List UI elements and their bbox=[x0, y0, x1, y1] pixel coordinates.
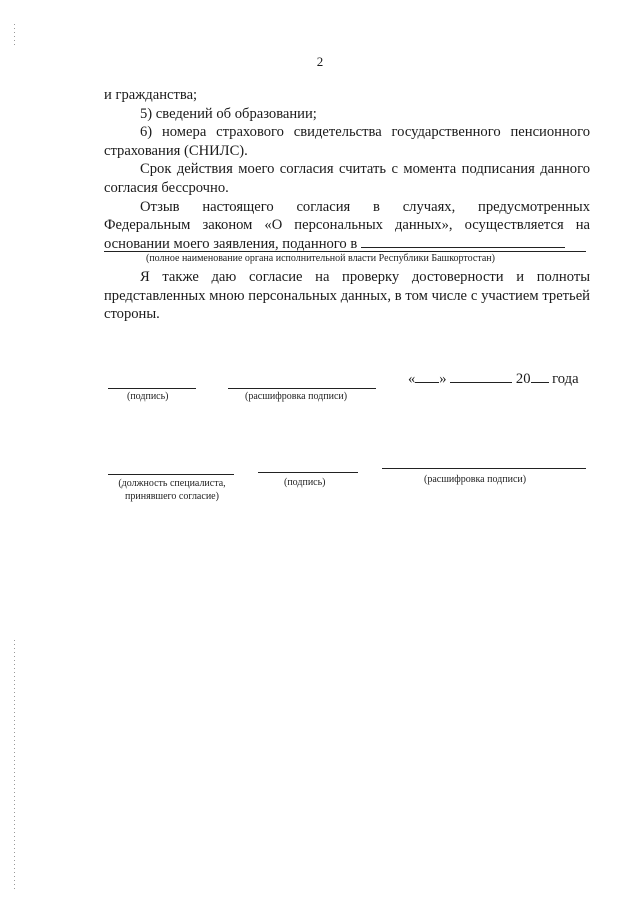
paragraph-withdrawal-line2: Федеральным законом «О персональных данных», осуществляется на bbox=[104, 217, 590, 234]
specialist-position-line bbox=[108, 474, 234, 475]
consent-body bbox=[104, 86, 590, 253]
specialist-caption-line2: принявшего согласие) bbox=[125, 491, 219, 502]
paragraph-withdrawal-line1: Отзыв настоящего согласия в случаях, предусмотренных bbox=[140, 198, 590, 215]
page-number: 2 bbox=[316, 54, 324, 69]
organ-blank-line bbox=[361, 247, 565, 248]
specialist-position-caption bbox=[108, 477, 236, 503]
paragraph-validity: Срок действия моего согласия считать с момента подписания данного согласия бессрочно. bbox=[104, 161, 590, 196]
signature-decoding-line bbox=[228, 388, 376, 389]
organ-name-line bbox=[104, 251, 586, 252]
paragraph-verification: Я также даю согласие на проверку достоверности и полноты представленных мною персональных данных, в том числе с участием третьей стороны. bbox=[104, 269, 590, 323]
signature-decoding-caption: (расшифровка подписи) bbox=[245, 391, 348, 402]
specialist-signature-caption: (подпись) bbox=[284, 477, 326, 488]
date-field bbox=[408, 369, 579, 388]
year-suffix: года bbox=[552, 371, 579, 387]
paragraph-snils: 6) номера страхового свидетельства государственного пенсионного страхования (СНИЛС). bbox=[104, 124, 590, 159]
year-prefix: 20 bbox=[515, 371, 531, 387]
specialist-decoding-line bbox=[382, 468, 586, 469]
withdrawal-text: основании моего заявления, поданного в bbox=[104, 235, 358, 252]
signature-line bbox=[108, 388, 196, 389]
day-blank bbox=[415, 369, 439, 383]
specialist-caption-line1: (должность специалиста, bbox=[118, 478, 226, 489]
month-blank bbox=[450, 369, 512, 383]
verification-block bbox=[104, 268, 590, 324]
date-open-quote: « bbox=[408, 371, 416, 387]
signature-caption: (подпись) bbox=[127, 391, 169, 402]
scan-artifact-bottom bbox=[14, 640, 15, 890]
specialist-decoding-caption: (расшифровка подписи) bbox=[424, 474, 527, 485]
paragraph-education: 5) сведений об образовании; bbox=[140, 105, 317, 122]
year-blank bbox=[531, 369, 549, 383]
scan-artifact-top bbox=[14, 24, 15, 46]
organ-name-caption: (полное наименование органа исполнительной власти Республики Башкортостан) bbox=[146, 253, 495, 264]
specialist-signature-line bbox=[258, 472, 358, 473]
date-close-quote: » bbox=[439, 371, 447, 387]
paragraph-citizenship: и гражданства; bbox=[104, 87, 198, 103]
